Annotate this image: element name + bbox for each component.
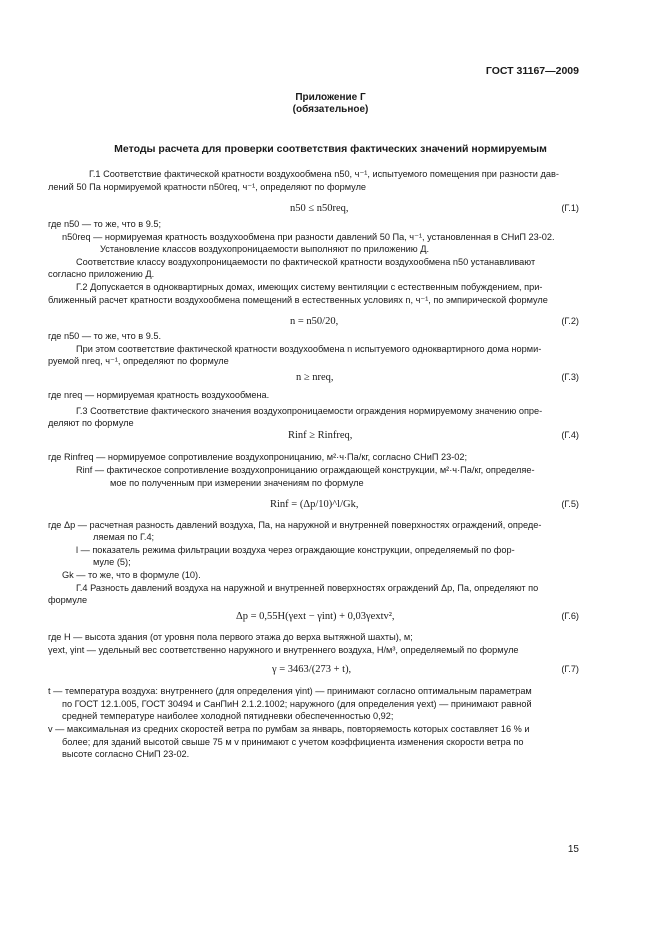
formula-g6: Δp = 0,55H(γext − γint) + 0,03γextv², — [236, 611, 395, 622]
text-line: ближенный расчет кратности воздухообмена помещений в естественных условиях n, ч⁻¹, по эмпирической формуле — [48, 295, 548, 305]
text-line: Г.2 Допускается в одноквартирных домах, имеющих систему вентиляции с естественным побуждением, при- — [76, 282, 543, 292]
formula-g3: n ≥ nreq, — [296, 372, 334, 383]
text-line: Gk — то же, что в формуле (10). — [62, 570, 201, 580]
equation-number: (Г.6) — [561, 611, 579, 621]
text-line: Rinf — фактическое сопротивление воздухопроницанию ограждающей конструкции, м²·ч·Па/кг, определяе- — [76, 465, 535, 475]
text-line: γext, γint — удельный вес соответственно наружного и внутреннего воздуха, Н/м³, определяемый по формуле — [48, 645, 519, 655]
text-line: муле (5); — [93, 557, 131, 567]
text-line: Г.1 Соответствие фактической кратности воздухообмена n50, ч⁻¹, испытуемого помещения при разности дав- — [89, 169, 559, 179]
formula-g4: Rinf ≥ Rinfreq, — [288, 430, 353, 441]
section-title: Методы расчета для проверки соответствия фактических значений нормируемым — [114, 143, 547, 155]
formula-g5: Rinf = (Δp/10)^l/Gk, — [270, 499, 359, 510]
text-line: где Δp — расчетная разность давлений воздуха, Па, на наружной и внутренней поверхностях ограждений, опреде- — [48, 520, 542, 530]
appendix-title: Приложение Г — [295, 92, 366, 103]
text-line: где Rinfreq — нормируемое сопротивление воздухопроницанию, м²·ч·Па/кг, согласно СНиП 23-02; — [48, 452, 468, 462]
text-line: где n50 — то же, что в 9.5. — [48, 331, 162, 341]
equation-number: (Г.3) — [561, 372, 579, 382]
text-line: где H — высота здания (от уровня пола первого этажа до верха вытяжной шахты), м; — [48, 632, 413, 642]
text-line: Г.3 Соответствие фактического значения воздухопроницаемости ограждения нормируемому значению опре- — [76, 406, 543, 416]
text-line: высоте согласно СНиП 23-02. — [62, 749, 190, 759]
text-line: по ГОСТ 12.1.005, ГОСТ 30494 и СанПиН 2.1.2.1002; наружного (для определения γext) — принимают равной — [62, 699, 532, 709]
text-line: лений 50 Па нормируемой кратности n50req, ч⁻¹, определяют по формуле — [48, 182, 367, 192]
text-line: При этом соответствие фактической кратности воздухообмена n испытуемого одноквартирного дома норми- — [76, 344, 542, 354]
text-line: n50req — нормируемая кратность воздухообмена при разности давлений 50 Па, ч⁻¹, установленная в СНиП 23-02. — [62, 232, 555, 242]
formula-g2: n = n50/20, — [290, 316, 339, 327]
text-line: руемой nreq, ч⁻¹, определяют по формуле — [48, 356, 229, 366]
equation-number: (Г.1) — [561, 203, 579, 213]
text-line: Установление классов воздухопроницаемости выполняют по приложению Д. — [100, 244, 430, 254]
text-line: v — максимальная из средних скоростей ветра по румбам за январь, повторяемость которых составляет 16 % и — [48, 724, 530, 734]
page-number: 15 — [567, 844, 579, 855]
text-line: средней температуре наиболее холодной пятидневки обеспеченностью 0,92; — [62, 711, 394, 721]
text-line: где n50 — то же, что в 9.5; — [48, 219, 162, 229]
equation-number: (Г.7) — [561, 664, 579, 674]
text-line: деляют по формуле — [48, 418, 134, 428]
equation-number: (Г.4) — [561, 430, 579, 440]
text-line: согласно приложению Д. — [48, 269, 155, 279]
text-line: формуле — [48, 595, 88, 605]
text-line: мое по полученным при измерении значениям по формуле — [110, 478, 364, 488]
text-line: Г.4 Разность давлений воздуха на наружной и внутренней поверхностях ограждений Δp, Па, определяют по — [76, 583, 539, 593]
text-line: l — показатель режима фильтрации воздуха через ограждающие конструкции, определяемый по фор- — [76, 545, 515, 555]
text-line: более; для зданий высотой свыше 75 м v принимают с учетом коэффициента изменения скорости ветра по — [62, 737, 524, 747]
document-standard-number: ГОСТ 31167—2009 — [485, 65, 579, 77]
equation-number: (Г.2) — [561, 316, 579, 326]
text-line: где nreq — нормируемая кратность воздухообмена. — [48, 390, 270, 400]
formula-g7: γ = 3463/(273 + t), — [272, 664, 352, 675]
equation-number: (Г.5) — [561, 499, 579, 509]
text-line: Соответствие классу воздухопроницаемости по фактической кратности воздухообмена n50 устанавливают — [76, 257, 536, 267]
appendix-subtitle: (обязательное) — [292, 104, 369, 115]
formula-g1: n50 ≤ n50req, — [290, 203, 349, 214]
text-line: ляемая по Г.4; — [93, 532, 155, 542]
text-line: t — температура воздуха: внутреннего (для определения γint) — принимают согласно оптимальным параметрам — [48, 686, 532, 696]
